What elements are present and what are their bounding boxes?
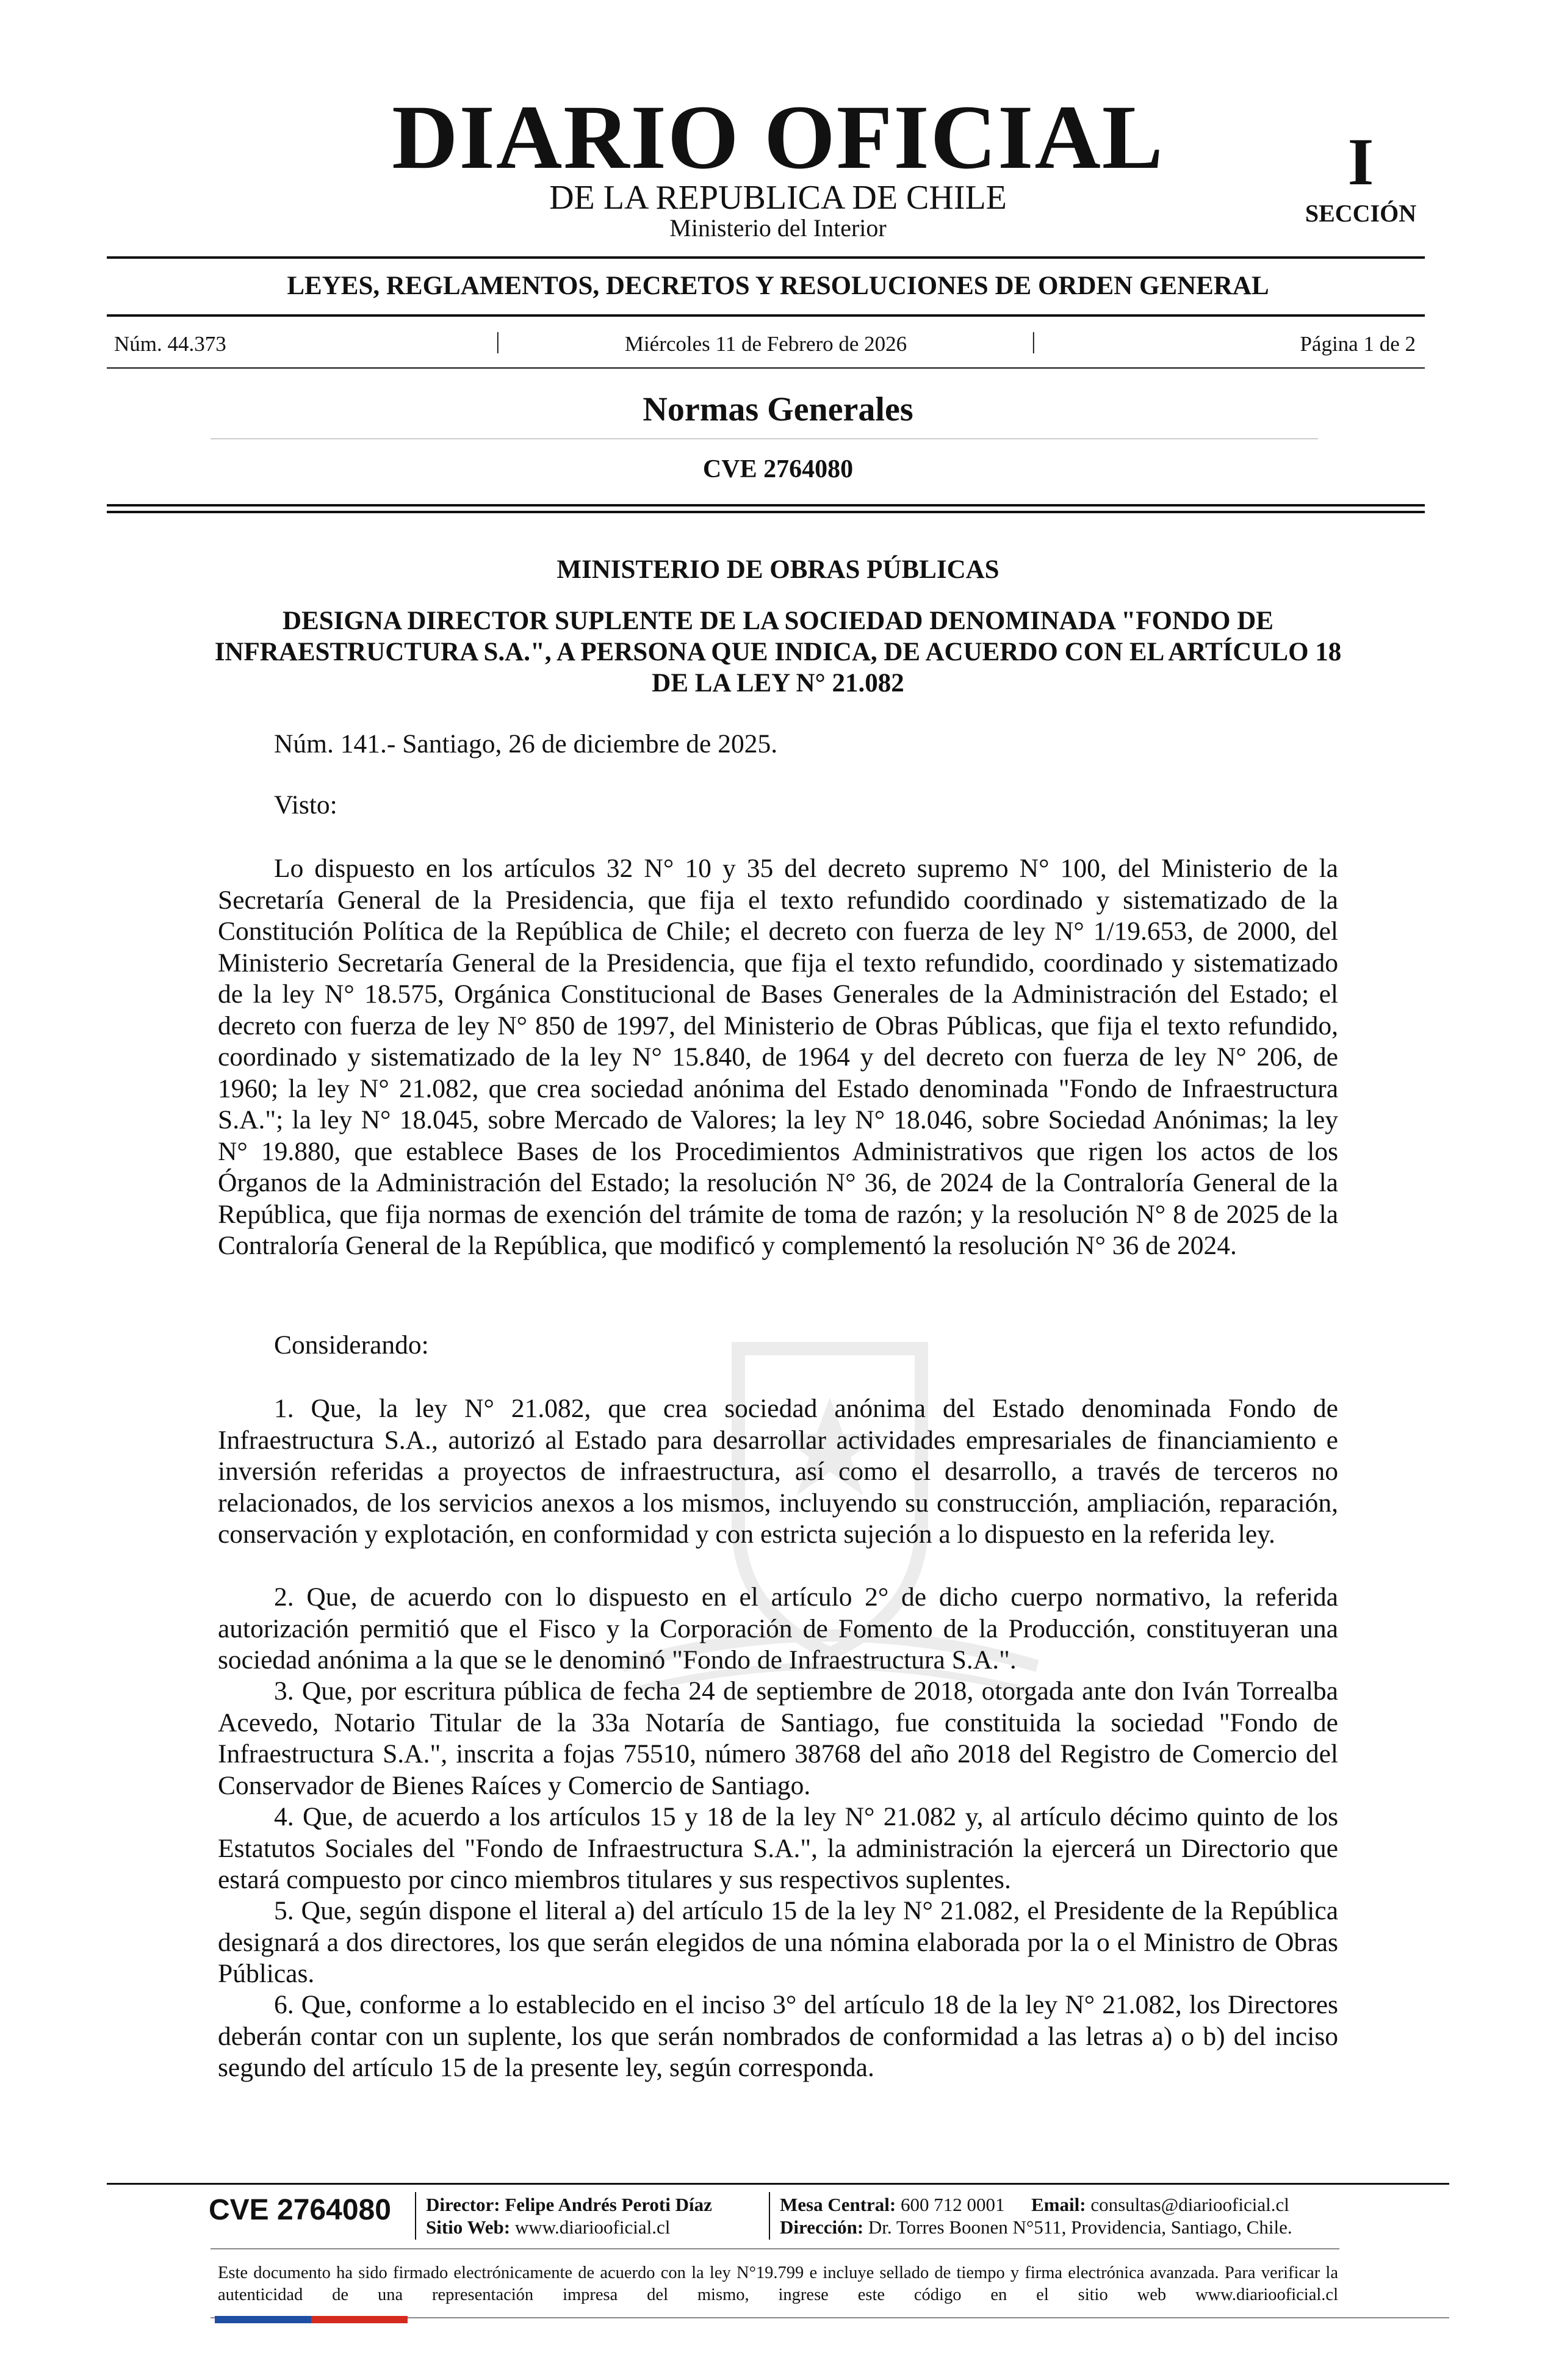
ministry-heading: MINISTERIO DE OBRAS PÚBLICAS	[556, 555, 1000, 584]
considerando-item	[218, 1393, 1338, 1551]
considerando-text: 3. Que, por escritura pública de fecha 24 de septiembre de 2018, otorgada ante don Iván Torrealba Acevedo, Notario Titular de la 33a Notaría de Santiago, fue constituida la sociedad "Fondo de Infraestructura S.A.", inscrita a fojas 75510, número 38768 del año 2018 del Registro de Comercio del Conservador de Bienes Raíces y Comercio de Santiago.	[218, 1676, 1338, 1800]
footer-cve: CVE 2764080	[209, 2194, 391, 2226]
section-numeral: I	[1347, 124, 1374, 199]
email-link[interactable]: consultas@diariooficial.cl	[1090, 2194, 1289, 2215]
website-link[interactable]: www.diariooficial.cl	[514, 2216, 671, 2238]
issue-separator: |	[495, 328, 500, 354]
considerando-label: Considerando:	[274, 1330, 429, 1360]
email-label: Email:	[1031, 2194, 1086, 2215]
flag-stripe-blue	[215, 2316, 311, 2323]
director-name: Felipe Andrés Peroti Díaz	[505, 2194, 712, 2215]
section-title: Normas Generales	[643, 391, 913, 428]
footer-contact	[780, 2193, 1289, 2216]
considerando-item	[218, 1676, 1338, 1801]
flag-stripe-red	[311, 2316, 408, 2323]
issue-date: Miércoles 11 de Febrero de 2026	[624, 332, 907, 356]
considerando-text: 5. Que, según dispone el literal a) del artículo 15 de la ley N° 21.082, el Presidente de la República designará a dos directores, los que serán elegidos de una nómina elaborada por la o el Ministro de Obras Públicas.	[218, 1896, 1338, 1988]
footer-note-rule	[211, 2248, 1339, 2249]
visto-text: Lo dispuesto en los artículos 32 N° 10 y 35 del decreto supremo N° 100, del Ministerio de la Secretaría General de la Presidencia, que fija el texto refundido coordinado y sistematizado de la Constitución Política de la República de Chile; el decreto con fuerza de ley N° 1/19.653, de 2000, del Ministerio Secretaría General de la Presidencia, que fija el texto refundido, coordinado y sistematizado de la ley N° 18.575, Orgánica Constitucional de Bases Generales de la Administración del Estado; el decreto con fuerza de ley N° 850 de 1997, del Ministerio de Obras Públicas, que fija el texto refundido, coordinado y sistematizado de la ley N° 15.840, de 1964 y del decreto con fuerza de ley N° 206, de 1960; la ley N° 21.082, que crea sociedad anónima del Estado denominada "Fondo de Infraestructura S.A."; la ley N° 18.045, sobre Mercado de Valores; la ley N° 18.046, sobre Sociedad Anónimas; la ley N° 19.880, que establece Bases de los Procedimientos Administrativos que rigen los actos de los Órganos de la Administración del Estado; la resolución N° 36, de 2024 de la Contraloría General de la República, que fija normas de exención del trámite de toma de razón; y la resolución N° 8 de 2025 de la Contraloría General de la República, que modificó y complementó la resolución N° 36 de 2024.	[218, 854, 1338, 1260]
visto-label: Visto:	[274, 790, 337, 820]
footer-divider	[769, 2192, 770, 2240]
considerando-item	[218, 1895, 1338, 1990]
footer-divider	[415, 2192, 416, 2240]
address-value: Dr. Torres Boonen N°511, Providencia, Santiago, Chile.	[868, 2216, 1292, 2238]
considerando-text: 6. Que, conforme a lo establecido en el inciso 3° del artículo 18 de la ley N° 21.082, los Directores deberán contar con un suplente, los que serán nombrados de conformidad a las letras a) o b) del inciso segundo del artículo 15 de la presente ley, según corresponda.	[218, 1990, 1338, 2082]
address-label: Dirección:	[780, 2216, 864, 2238]
cve-rule-top	[107, 504, 1425, 507]
phone-value: 600 712 0001	[901, 2194, 1005, 2215]
masthead-title: DIARIO OFICIAL	[392, 87, 1164, 188]
masthead-rule	[107, 256, 1425, 259]
decree-number: Núm. 141.- Santiago, 26 de diciembre de 2025.	[274, 729, 778, 759]
issue-page: Página 1 de 2	[1300, 332, 1416, 356]
website-label: Sitio Web:	[426, 2216, 511, 2238]
director-label: Director:	[426, 2194, 500, 2215]
issue-number: Núm. 44.373	[114, 332, 226, 356]
considerando-item	[218, 1989, 1338, 2084]
footer-website	[426, 2216, 670, 2238]
banner-title: LEYES, REGLAMENTOS, DECRETOS Y RESOLUCIONES DE ORDEN GENERAL	[287, 272, 1269, 300]
cve-rule-bottom	[107, 511, 1425, 513]
decree-title: DESIGNA DIRECTOR SUPLENTE DE LA SOCIEDAD DENOMINADA "FONDO DE INFRAESTRUCTURA S.A.", A PERSONA QUE INDICA, DE ACUERDO CON EL ARTÍCULO 18 DE LA LEY N° 21.082	[214, 607, 1342, 698]
considerando-text: 2. Que, de acuerdo con lo dispuesto en el artículo 2° de dicho cuerpo normativo, la referida autorización permitió que el Fisco y la Corporación de Fomento de la Producción, constituyeran una sociedad anónima a la que se le denominó "Fondo de Infraestructura S.A.".	[218, 1582, 1338, 1675]
masthead-subtitle: DE LA REPUBLICA DE CHILE	[549, 179, 1007, 217]
footer-director	[426, 2193, 712, 2216]
footer-rule	[107, 2183, 1449, 2185]
banner-rule	[107, 314, 1425, 317]
section-label: SECCIÓN	[1305, 200, 1417, 227]
considerando-item	[218, 1582, 1338, 1676]
section-title-rule	[211, 438, 1318, 439]
considerando-text: 4. Que, de acuerdo a los artículos 15 y 18 de la ley N° 21.082 y, al artículo décimo quinto de los Estatutos Sociales del "Fondo de Infraestructura S.A.", la administración la ejercerá un Directorio que estará compuesto por cinco miembros titulares y sus respectivos suplentes.	[218, 1802, 1338, 1894]
signature-note: Este documento ha sido firmado electrónicamente de acuerdo con la ley N°19.799 e incluye sellado de tiempo y firma electrónica avanzada. Para verificar la autenticidad de una representación impresa del mismo, ingrese este código en el sitio web www.diariooficial.cl	[218, 2263, 1338, 2304]
phone-label: Mesa Central:	[780, 2194, 896, 2215]
masthead-ministry: Ministerio del Interior	[669, 214, 887, 242]
info-rule	[107, 367, 1425, 369]
considerando-item	[218, 1801, 1338, 1896]
visto-paragraph	[218, 853, 1338, 1262]
footer-address	[780, 2216, 1292, 2238]
cve-code: CVE 2764080	[702, 455, 854, 483]
considerando-text: 1. Que, la ley N° 21.082, que crea sociedad anónima del Estado denominada Fondo de Infraestructura S.A., autorizó al Estado para desarrollar actividades empresariales de financiamiento e inversión referidas a proyectos de infraestructura, así como el desarrollo, a través de terceros no relacionados, de los servicios anexos a los mismos, incluyendo su construcción, ampliación, reparación, conservación y explotación, en conformidad y con estricta sujeción a lo dispuesto en la referida ley.	[218, 1394, 1338, 1549]
issue-separator: |	[1031, 328, 1036, 354]
